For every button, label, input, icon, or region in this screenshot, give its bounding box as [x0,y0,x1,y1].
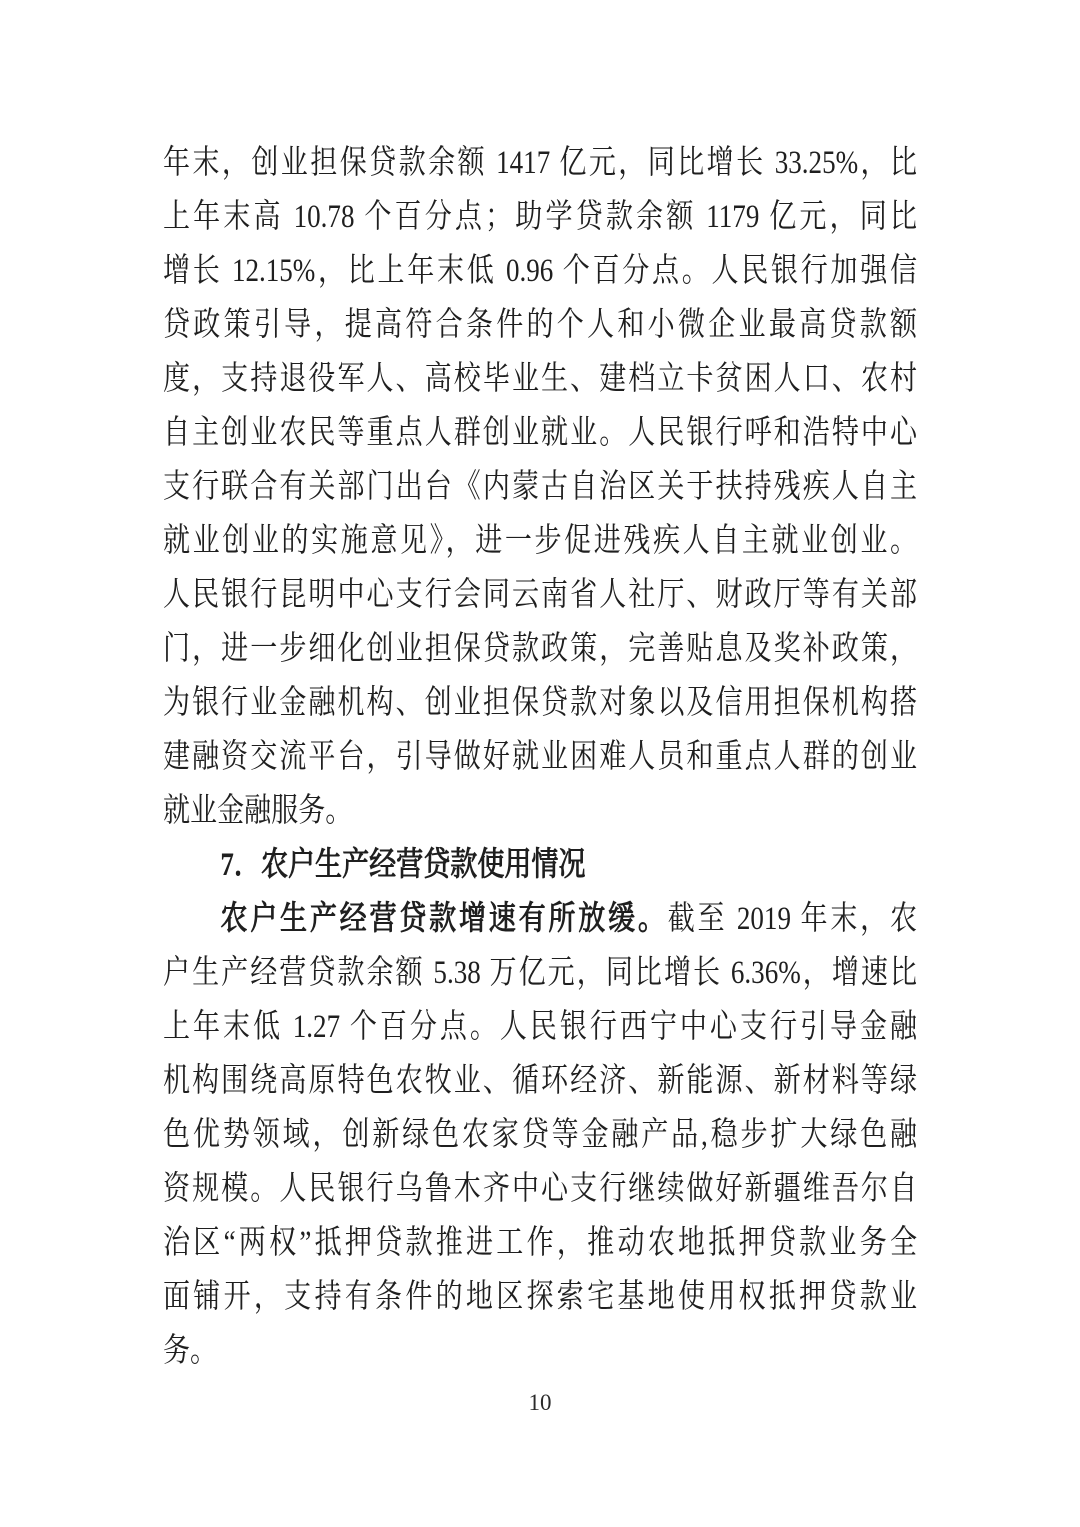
body-line: 上年末低 1.27 个百分点。人民银行西宁中心支行引导金融 [163,1009,918,1045]
body-line: 务。 [163,1333,218,1369]
page-number: 10 [528,1390,552,1415]
body-line [163,892,917,946]
paragraph-lead-bold: 农户生产经营贷款增速有所放缓。 [220,901,668,937]
body-line: 为银行业金融机构、创业担保贷款对象以及信用担保机构搭 [163,685,918,721]
paragraph-lead-rest: 截至 2019 年末，农 [667,901,918,937]
body-line: 机构围绕高原特色农牧业、循环经济、新能源、新材料等绿 [163,1063,918,1099]
body-line: 治区“两权”抵押贷款推进工作，推动农地抵押贷款业务全 [163,1225,918,1261]
body-line: 年末，创业担保贷款余额 1417 亿元，同比增长 33.25%，比 [163,145,918,181]
body-line: 门，进一步细化创业担保贷款政策，完善贴息及奖补政策， [163,631,918,667]
body-line: 就业创业的实施意见》，进一步促进残疾人自主就业创业。 [163,523,918,559]
text-column [163,136,917,1378]
body-line: 人民银行昆明中心支行会同云南省人社厅、财政厅等有关部 [163,577,918,613]
body-line: 度，支持退役军人、高校毕业生、建档立卡贫困人口、农村 [163,361,918,397]
body-line: 色优势领域，创新绿色农家贷等金融产品,稳步扩大绿色融 [163,1117,918,1153]
body-line: 面铺开，支持有条件的地区探索宅基地使用权抵押贷款业 [163,1279,918,1315]
body-line: 户生产经营贷款余额 5.38 万亿元，同比增长 6.36%，增速比 [163,955,918,991]
body-line: 就业金融服务。 [163,793,353,829]
body-line: 支行联合有关部门出台《内蒙古自治区关于扶持残疾人自主 [163,469,918,505]
body-line: 自主创业农民等重点人群创业就业。人民银行呼和浩特中心 [163,415,918,451]
section-heading: 7．农户生产经营贷款使用情况 [220,847,586,883]
body-line: 上年末高 10.78 个百分点；助学贷款余额 1179 亿元，同比 [163,199,918,235]
body-line: 建融资交流平台，引导做好就业困难人员和重点人群的创业 [163,739,918,775]
body-line: 资规模。人民银行乌鲁木齐中心支行继续做好新疆维吾尔自 [163,1171,918,1207]
body-line: 增长 12.15%，比上年末低 0.96 个百分点。人民银行加强信 [163,253,918,289]
body-line: 贷政策引导，提高符合条件的个人和小微企业最高贷款额 [163,307,918,343]
